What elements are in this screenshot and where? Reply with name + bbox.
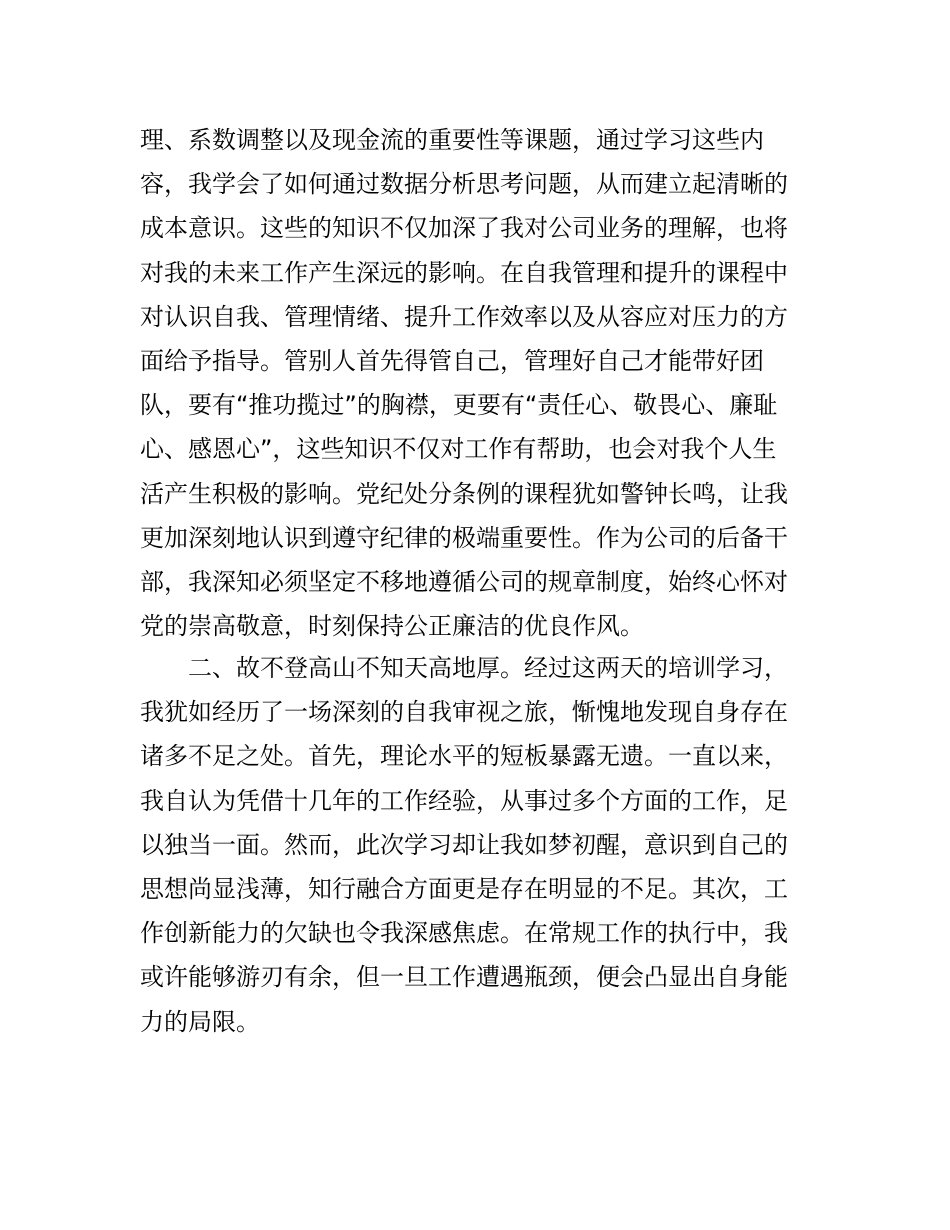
text-line: 我犹如经历了一场深刻的自我审视之旅，惭愧地发现自身存在 bbox=[140, 698, 788, 727]
text-line: 活产生积极的影响。党纪处分条例的课程犹如警钟长鸣，让我 bbox=[140, 479, 788, 508]
text-line: 或许能够游刃有余，但一旦工作遭遇瓶颈，便会凸显出自身能 bbox=[140, 963, 788, 992]
text-line: 思想尚显浅薄，知行融合方面更是存在明显的不足。其次，工 bbox=[140, 874, 788, 903]
text-line: 诸多不足之处。首先，理论水平的短板暴露无遗。一直以来， bbox=[140, 742, 788, 771]
text-line: 部，我深知必须坚定不移地遵循公司的规章制度，始终心怀对 bbox=[140, 567, 788, 596]
text-line: 对我的未来工作产生深远的影响。在自我管理和提升的课程中 bbox=[140, 258, 788, 287]
text-line: 理、系数调整以及现金流的重要性等课题，通过学习这些内 bbox=[140, 126, 764, 154]
text-line: 心、感恩心”，这些知识不仅对工作有帮助，也会对我个人生 bbox=[140, 435, 777, 464]
text-line: 对认识自我、管理情绪、提升工作效率以及从容应对压力的方 bbox=[140, 302, 788, 331]
text-line: 力的局限。 bbox=[140, 1007, 260, 1036]
text-line: 二、故不登高山不知天高地厚。经过这两天的培训学习， bbox=[140, 654, 788, 682]
body-paragraph-2 bbox=[140, 646, 820, 1044]
text-line: 成本意识。这些的知识不仅加深了我对公司业务的理解，也将 bbox=[140, 214, 788, 243]
text-line: 以独当一面。然而，此次学习却让我如梦初醒，意识到自己的 bbox=[140, 830, 788, 859]
text-line: 我自认为凭借十几年的工作经验，从事过多个方面的工作，足 bbox=[140, 786, 788, 815]
text-line: 作创新能力的欠缺也令我深感焦虑。在常规工作的执行中，我 bbox=[140, 919, 788, 948]
text-line: 容，我学会了如何通过数据分析思考问题，从而建立起清晰的 bbox=[140, 170, 788, 199]
text-line: 更加深刻地认识到遵守纪律的极端重要性。作为公司的后备干 bbox=[140, 523, 788, 552]
text-line: 面给予指导。管别人首先得管自己，管理好自己才能带好团 bbox=[140, 346, 764, 375]
text-line: 队，要有“推功揽过”的胸襟，更要有“责任心、敬畏心、廉耻 bbox=[140, 391, 778, 420]
text-line: 党的崇高敬意，时刻保持公正廉洁的优良作风。 bbox=[140, 612, 644, 641]
body-paragraph-1 bbox=[140, 118, 820, 648]
